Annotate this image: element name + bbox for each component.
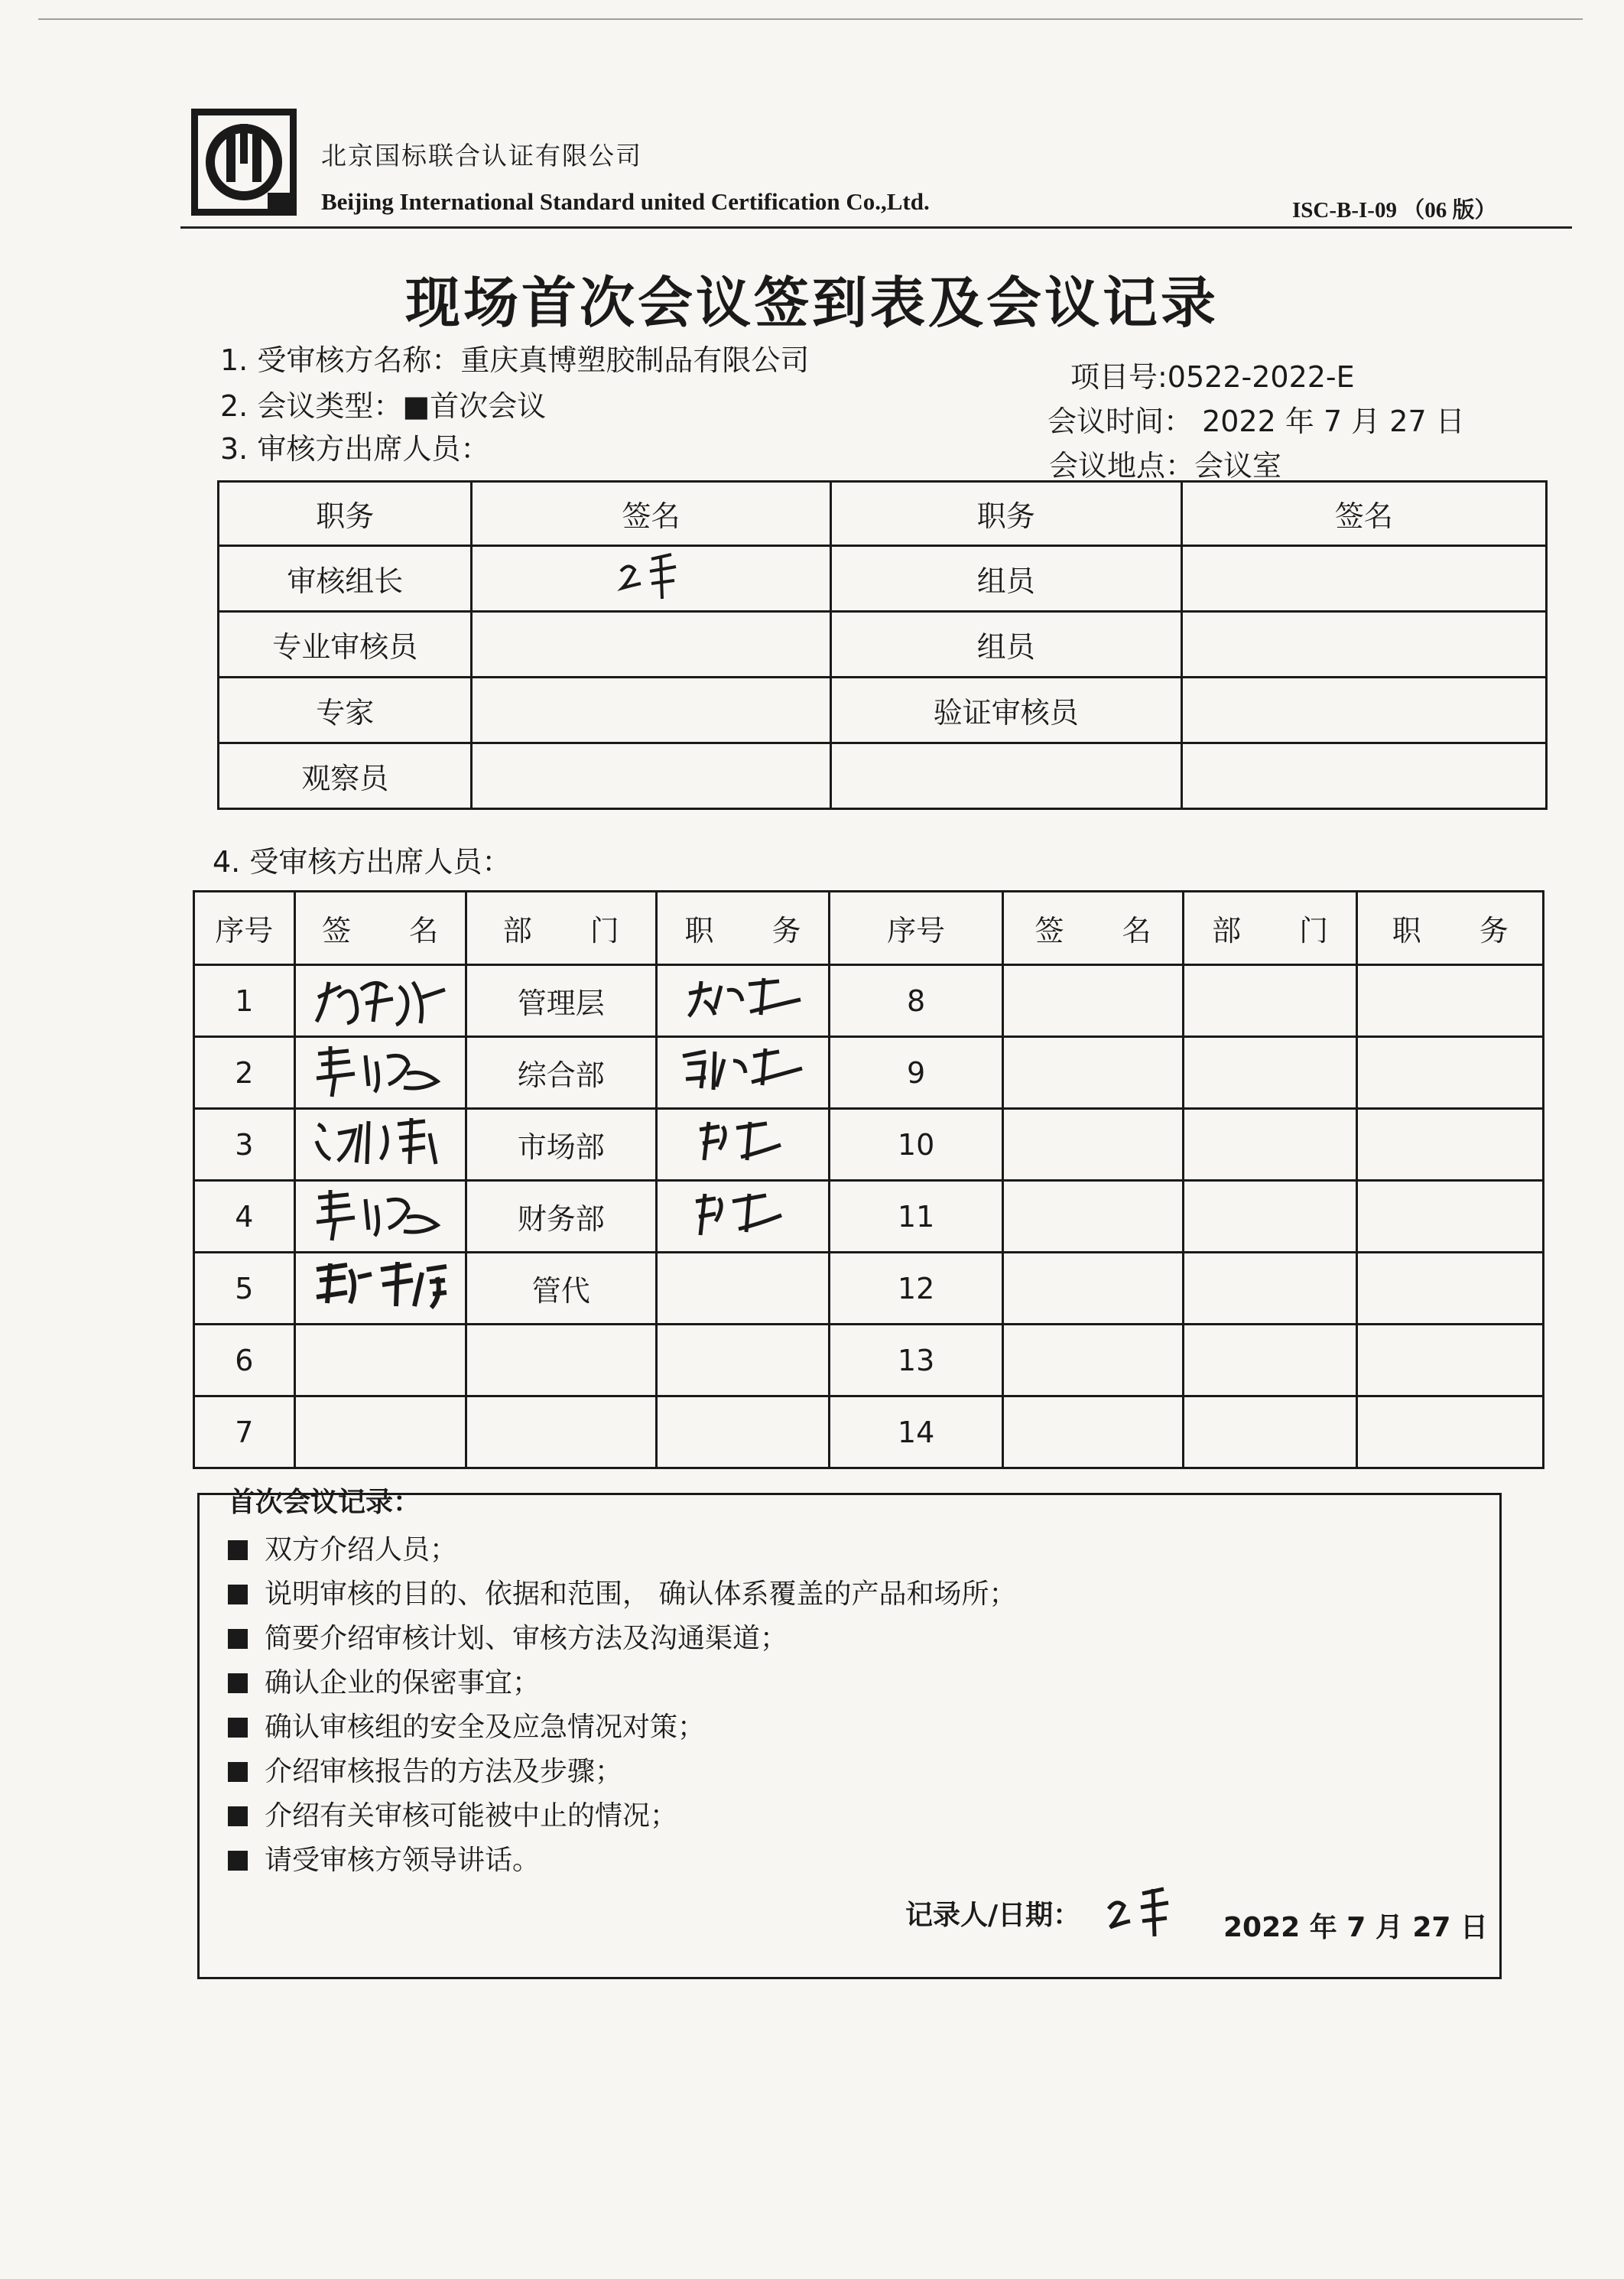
- auditee-attendees-table: [193, 890, 1544, 1469]
- department-cell: 管代: [466, 1253, 657, 1325]
- department-cell: [466, 1325, 657, 1396]
- attendee-row: [194, 1253, 1544, 1325]
- position-cell: [657, 1037, 830, 1109]
- handwritten-signature: [307, 1110, 453, 1172]
- signature-cell: [1181, 743, 1546, 809]
- minutes-item: 请受审核方领导讲话。: [228, 1838, 540, 1877]
- audit-team-row: [219, 612, 1547, 678]
- signature-cell: [1003, 1396, 1184, 1468]
- signature-cell: [1003, 1109, 1184, 1181]
- scan-edge-line: [38, 18, 1583, 20]
- position-cell: [1357, 965, 1544, 1037]
- row-number: 12: [829, 1253, 1002, 1325]
- position-cell: [1357, 1109, 1544, 1181]
- position-cell: [657, 1396, 830, 1468]
- signature-cell: [1003, 1181, 1184, 1253]
- auditee-label: 1. 受审核方名称：: [220, 343, 461, 377]
- row-number: 11: [829, 1181, 1002, 1253]
- position-cell: [657, 965, 830, 1037]
- signature-cell: [294, 1396, 466, 1468]
- attendees-header-row: [194, 892, 1544, 965]
- header-role: 职务: [830, 482, 1181, 546]
- position-cell: [1357, 1037, 1544, 1109]
- position-cell: [657, 1181, 830, 1253]
- minutes-item: 说明审核的目的、依据和范围， 确认体系覆盖的产品和场所；: [228, 1572, 1016, 1611]
- signature-cell: [294, 965, 466, 1037]
- row-number: 8: [829, 965, 1002, 1037]
- header-position: 职 务: [1357, 892, 1544, 965]
- minutes-item: 介绍审核报告的方法及步骤；: [228, 1750, 622, 1789]
- header-role: 职务: [219, 482, 472, 546]
- filled-checkbox-icon: [228, 1806, 248, 1826]
- handwritten-position: [685, 1186, 800, 1240]
- handwritten-position: [674, 1042, 811, 1096]
- row-number: 7: [194, 1396, 295, 1468]
- position-cell: [657, 1253, 830, 1325]
- department-cell: [1183, 1181, 1357, 1253]
- audit-team-row: [219, 743, 1547, 809]
- signature-cell: [1003, 1325, 1184, 1396]
- filled-checkbox-icon: [228, 1718, 248, 1738]
- attendee-row: [194, 1037, 1544, 1109]
- position-cell: [1357, 1325, 1544, 1396]
- minutes-item: 确认审核组的安全及应急情况对策；: [228, 1705, 705, 1744]
- handwritten-signature: [307, 1039, 453, 1100]
- role-cell: 审核组长: [219, 546, 472, 612]
- department-cell: 市场部: [466, 1109, 657, 1181]
- filled-checkbox-icon: [228, 1851, 248, 1871]
- role-cell: 专家: [219, 678, 472, 743]
- department-cell: 综合部: [466, 1037, 657, 1109]
- position-cell: [1357, 1181, 1544, 1253]
- header-position: 职 务: [657, 892, 830, 965]
- meeting-time: 会议时间： 2022 年 7 月 27 日: [1047, 405, 1465, 438]
- row-number: 13: [829, 1325, 1002, 1396]
- audit-team-header-row: [219, 482, 1547, 546]
- row-number: 10: [829, 1109, 1002, 1181]
- minutes-title: 首次会议记录：: [228, 1487, 421, 1518]
- position-cell: [1357, 1253, 1544, 1325]
- audit-team-label: 3. 审核方出席人员：: [220, 432, 490, 466]
- department-cell: [1183, 1253, 1357, 1325]
- department-cell: [1183, 1396, 1357, 1468]
- role-cell: 验证审核员: [830, 678, 1181, 743]
- header-signature: 签名: [1181, 482, 1546, 546]
- meeting-place: 会议地点：会议室: [1049, 449, 1282, 483]
- attendee-row: [194, 965, 1544, 1037]
- header-no: 序号: [194, 892, 295, 965]
- filled-checkbox-icon: [228, 1629, 248, 1649]
- handwritten-signature: [307, 967, 453, 1028]
- meeting-type: 2. 会议类型：■首次会议: [220, 389, 547, 423]
- signature-cell: [1003, 965, 1184, 1037]
- signature-cell: [1003, 1253, 1184, 1325]
- header-signature: 签 名: [294, 892, 466, 965]
- position-cell: [657, 1109, 830, 1181]
- signature-cell: [294, 1037, 466, 1109]
- role-cell: [830, 743, 1181, 809]
- document-code: ISC-B-I-09 （06 版）: [1292, 198, 1497, 223]
- role-cell: 组员: [830, 612, 1181, 678]
- signature-cell: [472, 678, 830, 743]
- header-no: 序号: [829, 892, 1002, 965]
- attendee-row: [194, 1181, 1544, 1253]
- signature-cell: [1181, 678, 1546, 743]
- audit-team-row: [219, 678, 1547, 743]
- handwritten-signature: [307, 1254, 453, 1315]
- department-cell: 管理层: [466, 965, 657, 1037]
- auditee-value: 重庆真博塑胶制品有限公司: [460, 343, 810, 377]
- header-department: 部 门: [1183, 892, 1357, 965]
- signature-cell: [1181, 612, 1546, 678]
- header-divider: [180, 226, 1572, 229]
- filled-checkbox-icon: [228, 1762, 248, 1782]
- role-cell: 观察员: [219, 743, 472, 809]
- signature-cell: [1181, 546, 1546, 612]
- recorder-signature: [1099, 1881, 1191, 1946]
- row-number: 9: [829, 1037, 1002, 1109]
- filled-checkbox-icon: [228, 1673, 248, 1693]
- signature-cell: [1003, 1037, 1184, 1109]
- row-number: 3: [194, 1109, 295, 1181]
- row-number: 5: [194, 1253, 295, 1325]
- page-title: 现场首次会议签到表及会议记录: [404, 271, 1219, 335]
- filled-checkbox-icon: [228, 1540, 248, 1560]
- attendee-row: [194, 1396, 1544, 1468]
- audit-team-row: [219, 546, 1547, 612]
- minutes-item: 双方介绍人员；: [228, 1528, 457, 1567]
- department-cell: [466, 1396, 657, 1468]
- position-cell: [657, 1325, 830, 1396]
- handwritten-signature: [606, 548, 697, 602]
- department-cell: [1183, 1037, 1357, 1109]
- role-cell: 专业审核员: [219, 612, 472, 678]
- handwritten-signature: [307, 1182, 453, 1244]
- department-cell: 财务部: [466, 1181, 657, 1253]
- signature-cell: [294, 1253, 466, 1325]
- header-signature: 签名: [472, 482, 830, 546]
- handwritten-position: [689, 1114, 796, 1168]
- department-cell: [1183, 1325, 1357, 1396]
- filled-checkbox-icon: [228, 1585, 248, 1604]
- signature-cell: [472, 546, 830, 612]
- row-number: 2: [194, 1037, 295, 1109]
- company-name-cn: 北京国标联合认证有限公司: [321, 141, 642, 171]
- attendee-row: [194, 1109, 1544, 1181]
- position-cell: [1357, 1396, 1544, 1468]
- row-number: 6: [194, 1325, 295, 1396]
- header-signature: 签 名: [1003, 892, 1184, 965]
- audit-team-table: [217, 480, 1548, 810]
- project-number: 项目号:0522-2022-E: [1070, 360, 1355, 394]
- signature-cell: [472, 612, 830, 678]
- signature-cell: [472, 743, 830, 809]
- department-cell: [1183, 965, 1357, 1037]
- row-number: 1: [194, 965, 295, 1037]
- company-logo: [191, 109, 297, 216]
- row-number: 14: [829, 1396, 1002, 1468]
- auditee-line: [220, 336, 809, 379]
- handwritten-position: [674, 970, 811, 1024]
- header-department: 部 门: [466, 892, 657, 965]
- recorder-label: 记录人/日期：: [905, 1900, 1081, 1931]
- minutes-item: 简要介绍审核计划、审核方法及沟通渠道；: [228, 1617, 788, 1656]
- attendee-row: [194, 1325, 1544, 1396]
- minutes-item: 介绍有关审核可能被中止的情况；: [228, 1794, 677, 1833]
- minutes-item: 确认企业的保密事宜；: [228, 1661, 540, 1700]
- signature-cell: [294, 1181, 466, 1253]
- department-cell: [1183, 1109, 1357, 1181]
- role-cell: 组员: [830, 546, 1181, 612]
- auditee-attendees-label: 4. 受审核方出席人员：: [213, 845, 512, 879]
- row-number: 4: [194, 1181, 295, 1253]
- company-name-en: Beijing International Standard united Certification Co.,Ltd.: [321, 188, 930, 215]
- recorder-date: 2022 年 7 月 27 日: [1223, 1912, 1489, 1943]
- signature-cell: [294, 1325, 466, 1396]
- signature-cell: [294, 1109, 466, 1181]
